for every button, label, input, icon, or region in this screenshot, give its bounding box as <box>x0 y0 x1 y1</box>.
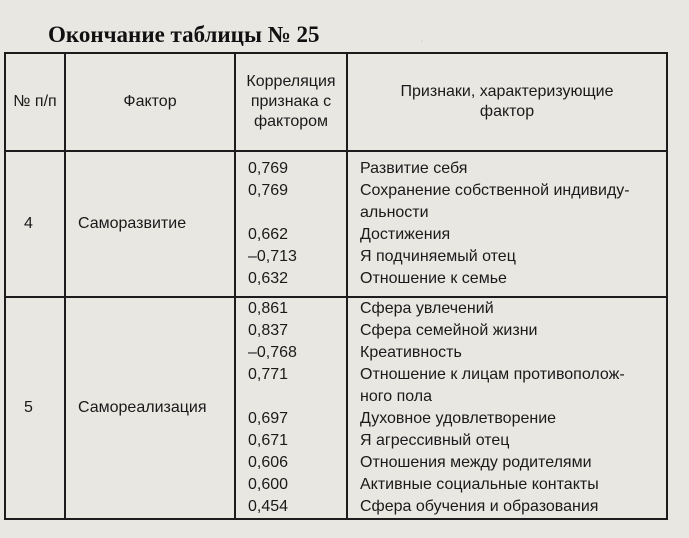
table-row <box>5 297 667 519</box>
row-num <box>5 151 65 297</box>
correlation-value: 0,600 <box>248 476 289 493</box>
correlation-value: 0,769 <box>248 182 289 199</box>
row-signs <box>347 297 667 519</box>
row-num-value: 4 <box>24 215 33 232</box>
sign-text: Сфера семейной жизни <box>360 322 538 339</box>
row-factor <box>65 151 235 297</box>
row-factor-value: Саморазвитие <box>78 215 187 232</box>
header-factor <box>65 53 235 151</box>
header-factor-label: Фактор <box>123 93 177 110</box>
sign-text: ного пола <box>360 388 433 405</box>
correlation-value: –0,768 <box>248 344 297 361</box>
correlation-value: 0,662 <box>248 226 289 243</box>
header-signs <box>347 53 667 151</box>
sign-text: Духовное удовлетворение <box>360 410 557 427</box>
sign-text: Сохранение собственной индивиду- <box>360 182 630 199</box>
sign-text: Креативность <box>360 344 462 361</box>
header-signs-label: Признаки, характеризующие фактор <box>400 83 614 120</box>
row-correlations <box>235 297 347 519</box>
row-num <box>5 297 65 519</box>
row-num-value: 5 <box>24 399 33 416</box>
correlation-value: 0,837 <box>248 322 289 339</box>
correlation-value: 0,861 <box>248 300 289 317</box>
correlation-value: 0,671 <box>248 432 289 449</box>
header-num-label: № п/п <box>13 93 57 110</box>
header-row <box>5 53 667 151</box>
row-signs <box>347 151 667 297</box>
sign-text: Сфера увлечений <box>360 300 494 317</box>
row-factor-value: Самореализация <box>78 399 207 416</box>
header-correlation-label: Корреляция признака с фактором <box>246 73 336 130</box>
sign-text: Отношения между родителями <box>360 454 592 471</box>
row-correlations <box>235 151 347 297</box>
factor-table <box>4 52 668 520</box>
correlation-value: 0,632 <box>248 270 289 287</box>
sign-text: альности <box>360 204 429 221</box>
sign-text: Отношение к лицам противополож- <box>360 366 625 383</box>
sign-text: Активные социальные контакты <box>360 476 599 493</box>
document-page: . Окончание таблицы № 25 № п/п Фактор Корреляция признака с фактором Признаки, характеризующие фактор 4 Саморазвитие 0,769 0,769 0,662 –0,713 0,632 Развитие себя Сохранение собственной индивиду- альности Достижения Я подчиняемый отец Отношение к семье 5 Самореализация 0,861 0,837 –0,768 0,771 0,697 0,671 0,606 0,600 0,454 Сфера увлечений Сфера семейной жизни Креативность Отношение к лицам противополож- ного пола Духовное удовлетворение Я агрессивный отец Отношения между родителями Активные социальные контакты Сфера обучения и образования <box>0 0 689 538</box>
row-factor <box>65 297 235 519</box>
correlation-value: 0,697 <box>248 410 289 427</box>
table-title: Окончание таблицы № 25 <box>48 22 320 47</box>
correlation-value: –0,713 <box>248 248 297 265</box>
table-row <box>5 151 667 297</box>
header-correlation <box>235 53 347 151</box>
correlation-value: 0,454 <box>248 498 289 515</box>
sign-text: Я подчиняемый отец <box>360 248 516 265</box>
sign-text: Отношение к семье <box>360 270 507 287</box>
correlation-value: 0,606 <box>248 454 289 471</box>
sign-text: Сфера обучения и образования <box>360 498 599 515</box>
sign-text: Я агрессивный отец <box>360 432 510 449</box>
sign-text: Развитие себя <box>360 160 468 177</box>
sign-text: Достижения <box>360 226 451 243</box>
correlation-value: 0,769 <box>248 160 289 177</box>
correlation-value: 0,771 <box>248 366 289 383</box>
header-num <box>5 53 65 151</box>
